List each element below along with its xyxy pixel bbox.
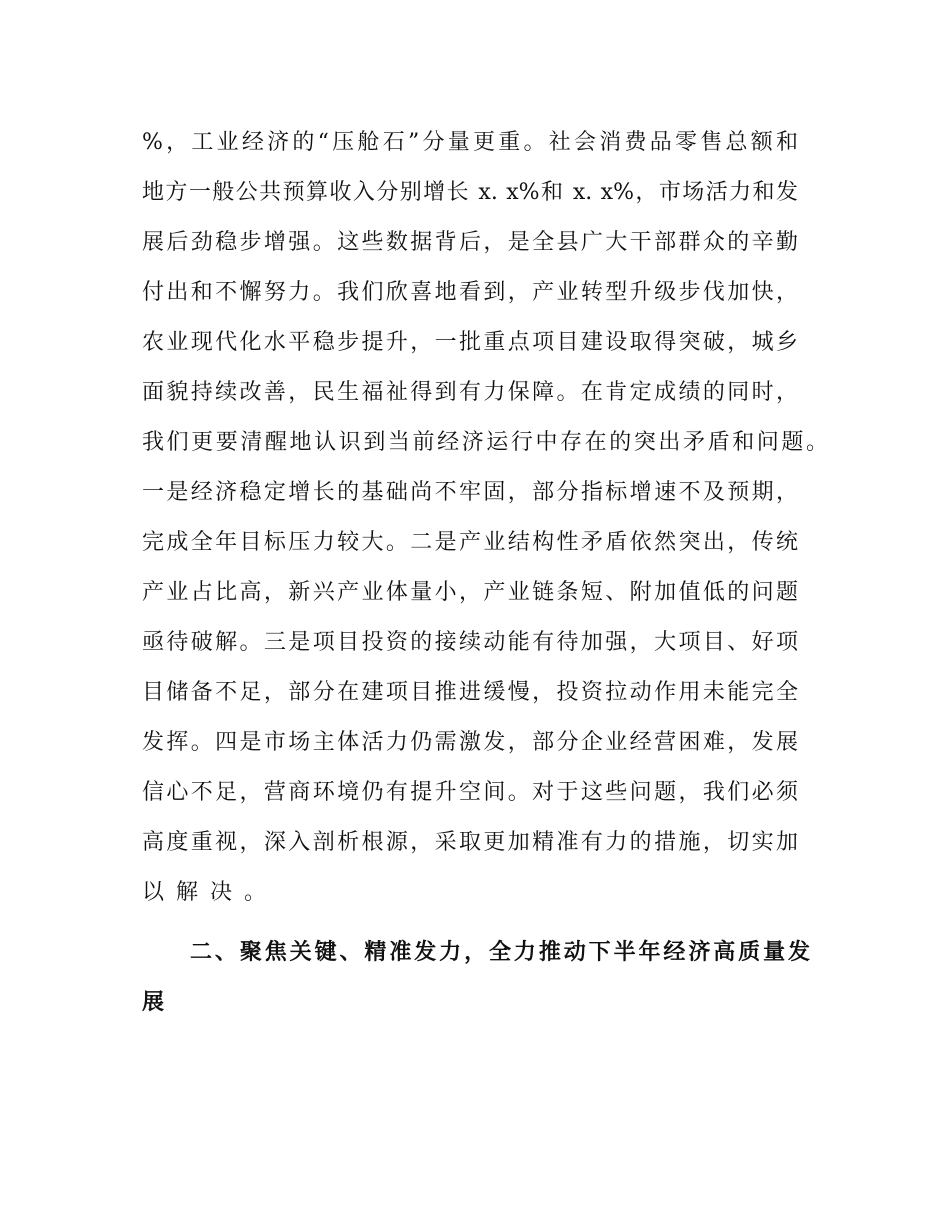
paragraph-line: 以解决。	[142, 880, 279, 905]
paragraph-line: 面貌持续改善，民生福祉得到有力保障。在肯定成绩的同时，	[142, 380, 798, 405]
paragraph-line: %，工业经济的“压舱石”分量更重。社会消费品零售总额和	[142, 130, 798, 155]
paragraph-line: 发挥。四是市场主体活力仍需激发，部分企业经营困难，发展	[142, 730, 798, 755]
paragraph-line: 产业占比高，新兴产业体量小，产业链条短、附加值低的问题	[142, 580, 798, 605]
paragraph-line: 我们更要清醒地认识到当前经济运行中存在的突出矛盾和问题。	[142, 430, 828, 455]
paragraph-line: 展后劲稳步增强。这些数据背后，是全县广大干部群众的辛勤	[142, 230, 798, 255]
paragraph-line: 付出和不懈努力。我们欣喜地看到，产业转型升级步伐加快，	[142, 280, 798, 305]
section-heading-line: 展	[142, 990, 165, 1015]
paragraph-line: 高度重视，深入剖析根源，采取更加精准有力的措施，切实加	[142, 830, 798, 855]
paragraph-line: 亟待破解。三是项目投资的接续动能有待加强，大项目、好项	[142, 630, 798, 655]
section-heading-line: 二、聚焦关键、精准发力，全力推动下半年经济高质量发	[190, 940, 810, 965]
paragraph-line: 农业现代化水平稳步提升，一批重点项目建设取得突破，城乡	[142, 330, 798, 355]
paragraph-line: 完成全年目标压力较大。二是产业结构性矛盾依然突出，传统	[142, 530, 798, 555]
paragraph-line: 地方一般公共预算收入分别增长 x. x%和 x. x%，市场活力和发	[142, 180, 798, 205]
paragraph-line: 目储备不足，部分在建项目推进缓慢，投资拉动作用未能完全	[142, 680, 798, 705]
paragraph-line: 一是经济稳定增长的基础尚不牢固，部分指标增速不及预期，	[142, 480, 798, 505]
paragraph-line: 信心不足，营商环境仍有提升空间。对于这些问题，我们必须	[142, 780, 798, 805]
